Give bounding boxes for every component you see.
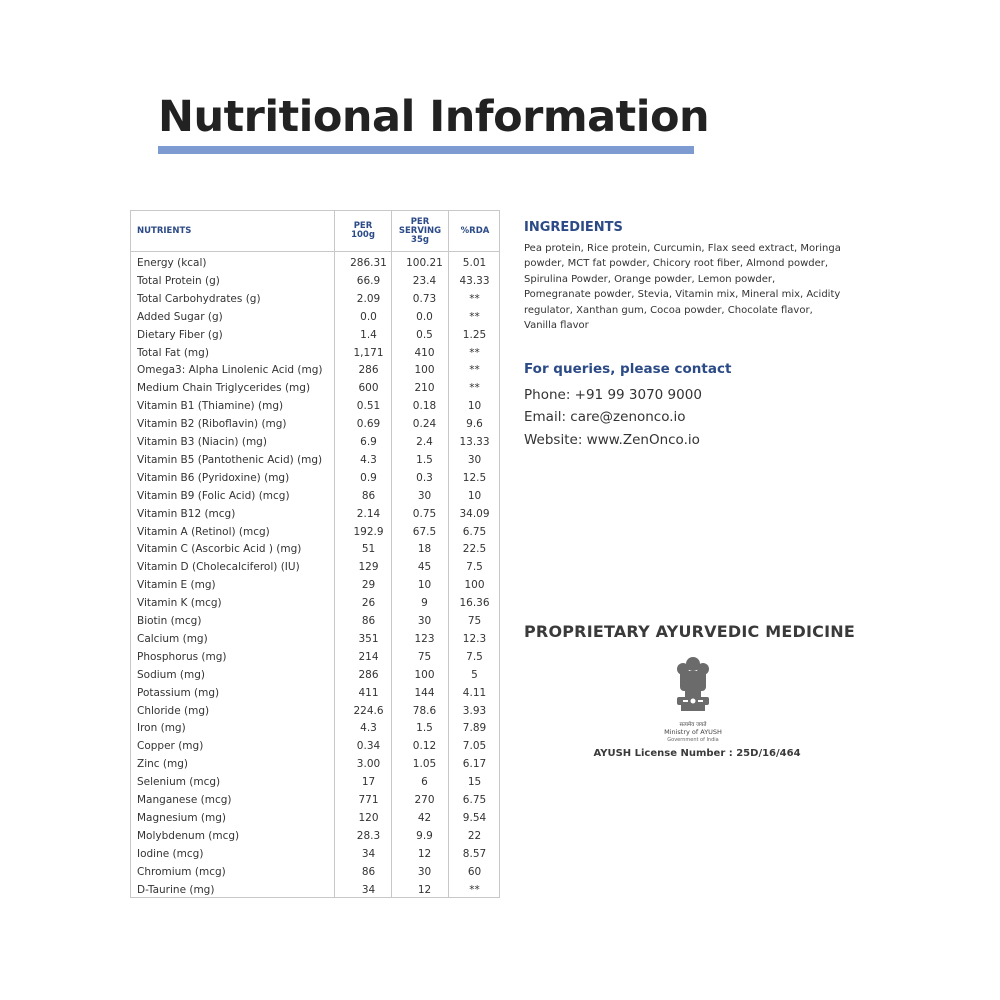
header-per-serving (392, 211, 448, 251)
value-per-100g: 1.4 (360, 328, 377, 341)
government-name: Government of India (667, 737, 719, 743)
nutrient-name: Vitamin E (mg) (137, 579, 216, 592)
value-per-100g: 66.9 (356, 274, 381, 287)
nutrient-name: Manganese (mcg) (137, 794, 232, 806)
value-rda: 34.09 (459, 507, 490, 520)
table-row (131, 595, 499, 613)
value-per-serving: 0.75 (412, 507, 437, 520)
nutrient-name: Molybdenum (mcg) (137, 829, 240, 842)
value-rda: 43.33 (459, 274, 490, 287)
table-row (131, 345, 499, 363)
value-per-100g: 0.0 (360, 310, 377, 323)
value-per-100g: 86 (361, 489, 376, 502)
nutrient-name: Medium Chain Triglycerides (mg) (137, 382, 311, 395)
value-per-serving: 100 (414, 668, 435, 681)
value-per-100g: 86 (361, 865, 376, 878)
value-per-100g: 286 (358, 364, 379, 377)
value-per-serving: 1.05 (412, 758, 437, 771)
value-per-100g: 2.14 (356, 507, 381, 520)
table-row (131, 882, 499, 900)
value-rda: 10 (467, 489, 482, 502)
table-row (131, 488, 499, 506)
nutrient-name: Vitamin A (Retinol) (mcg) (137, 525, 270, 538)
nutrient-name: Vitamin K (mcg) (137, 597, 222, 610)
header-rda: %RDA (460, 225, 490, 236)
value-per-100g: 600 (358, 382, 379, 395)
value-per-serving: 1.5 (416, 453, 433, 466)
nutrient-name: Calcium (mg) (137, 632, 208, 645)
value-rda: ** (469, 292, 480, 305)
nutrient-name: Total Protein (g) (137, 274, 220, 287)
nutrient-name: Vitamin B9 (Folic Acid) (mcg) (137, 489, 290, 502)
value-rda: ** (469, 346, 480, 359)
table-row (131, 309, 499, 327)
value-per-serving: 18 (417, 543, 432, 556)
value-rda: 4.11 (462, 686, 487, 699)
value-rda: 9.6 (466, 418, 483, 431)
title-underline (158, 146, 694, 154)
table-row (131, 792, 499, 810)
header-per-100g-line1: PER (353, 221, 373, 231)
nutrient-name: Iodine (mcg) (137, 847, 204, 860)
table-row (131, 291, 499, 309)
value-per-100g: 411 (358, 686, 379, 699)
header-per-serving-line1: PER (410, 216, 430, 227)
value-per-serving: 30 (417, 489, 432, 502)
value-per-serving: 0.0 (416, 310, 433, 323)
ingredients-title: INGREDIENTS (524, 220, 623, 235)
nutrient-name: Total Carbohydrates (g) (137, 292, 261, 305)
value-per-100g: 0.51 (356, 400, 381, 413)
table-row (131, 613, 499, 631)
value-per-100g: 192.9 (353, 525, 384, 538)
proprietary-heading: PROPRIETARY AYURVEDIC MEDICINE (524, 622, 855, 641)
value-per-100g: 3.00 (356, 758, 381, 771)
header-per-100g (335, 211, 391, 251)
contact-email: Email: care@zenonco.io (524, 409, 686, 425)
table-row (131, 685, 499, 703)
value-per-100g: 214 (358, 650, 379, 663)
table-row (131, 452, 499, 470)
value-per-serving: 30 (417, 615, 432, 627)
value-per-serving: 100.21 (406, 257, 443, 269)
table-row (131, 738, 499, 756)
table-row (131, 362, 499, 380)
value-per-100g: 0.69 (356, 418, 381, 431)
value-per-serving: 30 (417, 865, 432, 878)
value-per-serving: 0.12 (412, 740, 437, 753)
nutrient-name: Vitamin D (Cholecalciferol) (IU) (137, 561, 300, 574)
nutrient-name: Total Fat (mg) (137, 346, 209, 359)
contact-website: Website: www.ZenOnco.io (524, 432, 700, 448)
value-per-serving: 2.4 (416, 436, 433, 448)
nutrient-name: Dietary Fiber (g) (137, 328, 223, 341)
header-per-100g-line2: 100g (351, 230, 375, 240)
value-per-100g: 34 (361, 847, 376, 860)
value-rda: 5 (471, 668, 478, 681)
value-rda: 13.33 (459, 436, 490, 448)
value-per-100g: 29 (361, 579, 376, 592)
value-rda: 7.89 (462, 722, 487, 735)
nutrient-name: Vitamin C (Ascorbic Acid ) (mg) (137, 543, 302, 556)
value-rda: 3.93 (462, 704, 487, 717)
table-row (131, 810, 499, 828)
value-per-100g: 351 (358, 632, 379, 645)
value-per-100g: 286 (358, 668, 379, 681)
value-rda: 1.25 (462, 328, 487, 341)
value-per-100g: 771 (358, 794, 379, 806)
nutrient-name: Iron (mg) (137, 722, 186, 735)
value-rda: 7.5 (466, 561, 483, 574)
table-row (131, 541, 499, 559)
value-rda: ** (469, 364, 480, 377)
value-per-100g: 224.6 (353, 704, 384, 717)
value-per-100g: 286.31 (350, 257, 387, 269)
nutrient-name: Zinc (mg) (137, 758, 188, 771)
value-per-100g: 26 (361, 597, 376, 610)
value-per-serving: 410 (414, 346, 435, 359)
value-rda: 100 (464, 579, 485, 592)
ingredients-text: Pea protein, Rice protein, Curcumin, Flax seed extract, Moringa powder, MCT fat powder, Chicory root fiber, Almond powder, Spirulina Powder, Orange powder, Lemon powder, Pomegranate powder, Stevia, Vitamin mix, Mineral mix, Acidity regulator, Xanthan gum, Cocoa powder, Chocolate flavor, Vanilla flavor (524, 243, 841, 332)
table-row (131, 720, 499, 738)
value-per-serving: 123 (414, 632, 435, 645)
state-emblem-icon (671, 655, 715, 725)
table-row (131, 398, 499, 416)
value-rda: 5.01 (462, 257, 487, 269)
value-rda: 6.75 (462, 525, 487, 538)
nutrient-name: Chloride (mg) (137, 704, 210, 717)
value-rda: ** (469, 310, 480, 323)
value-per-100g: 0.9 (360, 471, 377, 484)
table-row (131, 577, 499, 595)
header-nutrients: NUTRIENTS (137, 225, 192, 236)
value-per-serving: 9 (421, 597, 428, 610)
value-per-serving: 10 (417, 579, 432, 592)
value-per-serving: 6 (421, 776, 428, 789)
value-per-serving: 9.9 (416, 829, 433, 842)
value-per-serving: 78.6 (412, 704, 437, 717)
nutrient-name: Vitamin B2 (Riboflavin) (mg) (137, 418, 287, 431)
table-row (131, 559, 499, 577)
value-rda: 12.3 (462, 632, 487, 645)
nutrient-name: Vitamin B1 (Thiamine) (mg) (137, 400, 284, 413)
value-rda: 9.54 (462, 811, 487, 824)
value-rda: 7.5 (466, 650, 483, 663)
value-per-serving: 0.3 (416, 471, 433, 484)
value-rda: 22 (467, 829, 482, 842)
value-per-serving: 144 (414, 686, 435, 699)
table-row (131, 828, 499, 846)
table-row (131, 416, 499, 434)
value-per-serving: 0.18 (412, 400, 437, 413)
value-rda: 60 (467, 865, 482, 878)
table-row (131, 506, 499, 524)
nutrient-name: Vitamin B12 (mcg) (137, 507, 236, 520)
table-row (131, 524, 499, 542)
value-rda: 15 (467, 776, 482, 789)
page-title: Nutritional Information (158, 92, 710, 142)
header-per-serving-line3: 35g (411, 234, 429, 245)
value-per-serving: 0.5 (416, 328, 433, 341)
value-per-serving: 12 (417, 847, 432, 860)
value-per-100g: 6.9 (360, 436, 377, 448)
contact-title: For queries, please contact (524, 361, 732, 377)
value-per-serving: 210 (414, 382, 435, 395)
nutrient-name: Phosphorus (mg) (137, 650, 227, 663)
value-rda: 16.36 (459, 597, 490, 610)
contact-phone: Phone: +91 99 3070 9000 (524, 387, 702, 403)
value-rda: ** (469, 883, 480, 896)
value-per-100g: 1,171 (353, 346, 384, 359)
value-per-serving: 42 (417, 811, 432, 824)
value-per-100g: 86 (361, 615, 376, 627)
table-row (131, 380, 499, 398)
nutrient-name: Magnesium (mg) (137, 811, 226, 824)
header-divider (131, 251, 499, 252)
value-rda: ** (469, 382, 480, 395)
header-per-serving-line2: SERVING (398, 225, 442, 236)
nutrition-table (130, 210, 500, 898)
value-per-100g: 0.34 (356, 740, 381, 753)
table-row (131, 649, 499, 667)
value-rda: 8.57 (462, 847, 487, 860)
nutrient-name: Potassium (mg) (137, 686, 220, 699)
table-row (131, 667, 499, 685)
nutrient-name: Biotin (mcg) (137, 615, 202, 627)
value-per-serving: 67.5 (412, 525, 437, 538)
table-row (131, 255, 499, 273)
nutrient-name: Sodium (mg) (137, 668, 205, 681)
table-row (131, 631, 499, 649)
value-per-serving: 1.5 (416, 722, 433, 735)
table-row (131, 434, 499, 452)
value-per-serving: 45 (417, 561, 432, 574)
value-per-100g: 120 (358, 811, 379, 824)
table-row (131, 774, 499, 792)
value-rda: 6.17 (462, 758, 487, 771)
value-per-serving: 0.73 (412, 292, 437, 305)
value-per-100g: 4.3 (360, 453, 377, 466)
nutrient-name: Omega3: Alpha Linolenic Acid (mg) (137, 364, 323, 377)
value-rda: 12.5 (462, 471, 487, 484)
value-per-100g: 34 (361, 883, 376, 896)
nutrient-name: Energy (kcal) (137, 257, 207, 269)
value-per-serving: 270 (414, 794, 435, 806)
table-row (131, 273, 499, 291)
nutrient-name: Vitamin B3 (Niacin) (mg) (137, 436, 267, 448)
value-rda: 30 (467, 453, 482, 466)
value-per-100g: 17 (361, 776, 376, 789)
ayush-license: AYUSH License Number : 25D/16/464 (593, 748, 801, 759)
nutrient-name: Added Sugar (g) (137, 310, 223, 323)
nutrient-name: Vitamin B5 (Pantothenic Acid) (mg) (137, 453, 323, 466)
nutrient-name: Copper (mg) (137, 740, 204, 753)
nutrient-name: Selenium (mcg) (137, 776, 221, 789)
table-row (131, 864, 499, 882)
value-per-100g: 2.09 (356, 292, 381, 305)
value-per-100g: 28.3 (356, 829, 381, 842)
nutrient-name: Vitamin B6 (Pyridoxine) (mg) (137, 471, 290, 484)
nutrient-name: D-Taurine (mg) (137, 883, 215, 896)
emblem-motto: सत्यमेव जयते (679, 722, 707, 728)
value-per-serving: 75 (417, 650, 432, 663)
table-row (131, 470, 499, 488)
table-row (131, 846, 499, 864)
value-per-serving: 100 (414, 364, 435, 377)
ministry-name: Ministry of AYUSH (664, 728, 722, 736)
value-rda: 22.5 (462, 543, 487, 556)
value-per-serving: 23.4 (412, 274, 437, 287)
value-rda: 10 (467, 400, 482, 413)
value-per-100g: 129 (358, 561, 379, 574)
table-row (131, 756, 499, 774)
value-rda: 75 (467, 615, 482, 627)
nutrient-name: Chromium (mcg) (137, 865, 226, 878)
table-row (131, 327, 499, 345)
table-row (131, 703, 499, 721)
value-per-100g: 51 (361, 543, 376, 556)
value-rda: 6.75 (462, 794, 487, 806)
value-per-serving: 0.24 (412, 418, 437, 431)
value-per-100g: 4.3 (360, 722, 377, 735)
value-per-serving: 12 (417, 883, 432, 896)
value-rda: 7.05 (462, 740, 487, 753)
